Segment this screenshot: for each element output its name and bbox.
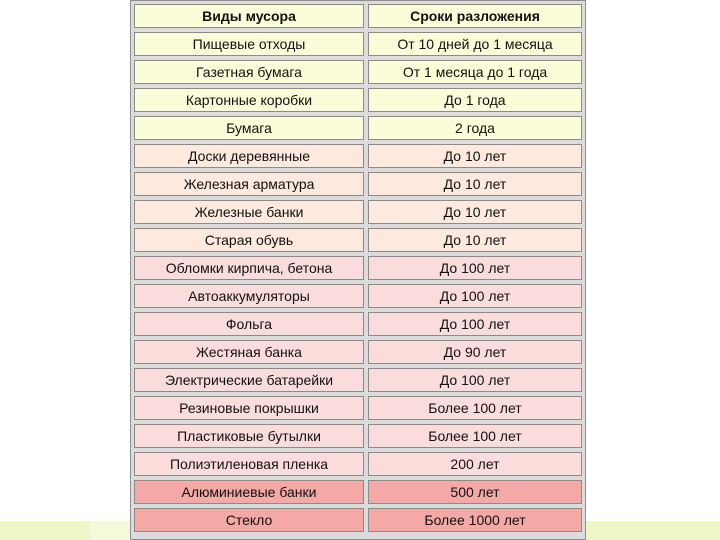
header-waste-type: Виды мусора bbox=[134, 4, 364, 28]
table-row bbox=[134, 228, 582, 252]
table-body bbox=[134, 32, 582, 532]
decomposition-time-cell: До 100 лет bbox=[368, 312, 582, 336]
decomposition-time-cell: Более 100 лет bbox=[368, 396, 582, 420]
waste-type-cell: Старая обувь bbox=[134, 228, 364, 252]
decomposition-time-cell: От 1 месяца до 1 года bbox=[368, 60, 582, 84]
slide-footer-bar-right bbox=[586, 521, 720, 540]
table-row bbox=[134, 32, 582, 56]
header-decomposition-time: Сроки разложения bbox=[368, 4, 582, 28]
waste-type-cell: Обломки кирпича, бетона bbox=[134, 256, 364, 280]
waste-type-cell: Доски деревянные bbox=[134, 144, 364, 168]
waste-type-cell: Картонные коробки bbox=[134, 88, 364, 112]
decomposition-time-cell: До 10 лет bbox=[368, 228, 582, 252]
decomposition-time-cell: 200 лет bbox=[368, 452, 582, 476]
waste-type-cell: Стекло bbox=[134, 508, 364, 532]
waste-type-cell: Резиновые покрышки bbox=[134, 396, 364, 420]
decomposition-time-cell: До 10 лет bbox=[368, 200, 582, 224]
decomposition-table bbox=[130, 0, 586, 540]
decomposition-time-cell: До 1 года bbox=[368, 88, 582, 112]
waste-type-cell: Железные банки bbox=[134, 200, 364, 224]
waste-type-cell: Автоаккумуляторы bbox=[134, 284, 364, 308]
decomposition-time-cell: От 10 дней до 1 месяца bbox=[368, 32, 582, 56]
waste-type-cell: Газетная бумага bbox=[134, 60, 364, 84]
table-row bbox=[134, 340, 582, 364]
decomposition-time-cell: 500 лет bbox=[368, 480, 582, 504]
table-row bbox=[134, 396, 582, 420]
waste-type-cell: Бумага bbox=[134, 116, 364, 140]
table-row bbox=[134, 256, 582, 280]
waste-type-cell: Жестяная банка bbox=[134, 340, 364, 364]
waste-type-cell: Алюминиевые банки bbox=[134, 480, 364, 504]
decomposition-time-cell: Более 100 лет bbox=[368, 424, 582, 448]
decomposition-time-cell: До 100 лет bbox=[368, 368, 582, 392]
table-row bbox=[134, 172, 582, 196]
table-row bbox=[134, 200, 582, 224]
waste-type-cell: Полиэтиленовая пленка bbox=[134, 452, 364, 476]
waste-type-cell: Фольга bbox=[134, 312, 364, 336]
decomposition-time-cell: 2 года bbox=[368, 116, 582, 140]
decomposition-time-cell: Более 1000 лет bbox=[368, 508, 582, 532]
table-row bbox=[134, 452, 582, 476]
decomposition-time-cell: До 10 лет bbox=[368, 144, 582, 168]
slide-footer-bar-left bbox=[0, 521, 90, 540]
table-row bbox=[134, 144, 582, 168]
decomposition-time-cell: До 90 лет bbox=[368, 340, 582, 364]
table-row bbox=[134, 424, 582, 448]
table-row bbox=[134, 508, 582, 532]
decomposition-time-cell: До 10 лет bbox=[368, 172, 582, 196]
table-row bbox=[134, 116, 582, 140]
table-row bbox=[134, 284, 582, 308]
table-header-row bbox=[134, 4, 582, 28]
waste-type-cell: Железная арматура bbox=[134, 172, 364, 196]
waste-type-cell: Пищевые отходы bbox=[134, 32, 364, 56]
waste-type-cell: Электрические батарейки bbox=[134, 368, 364, 392]
waste-type-cell: Пластиковые бутылки bbox=[134, 424, 364, 448]
table-row bbox=[134, 368, 582, 392]
decomposition-time-cell: До 100 лет bbox=[368, 256, 582, 280]
table-row bbox=[134, 60, 582, 84]
table-row bbox=[134, 312, 582, 336]
decomposition-time-cell: До 100 лет bbox=[368, 284, 582, 308]
table-row bbox=[134, 480, 582, 504]
table-row bbox=[134, 88, 582, 112]
